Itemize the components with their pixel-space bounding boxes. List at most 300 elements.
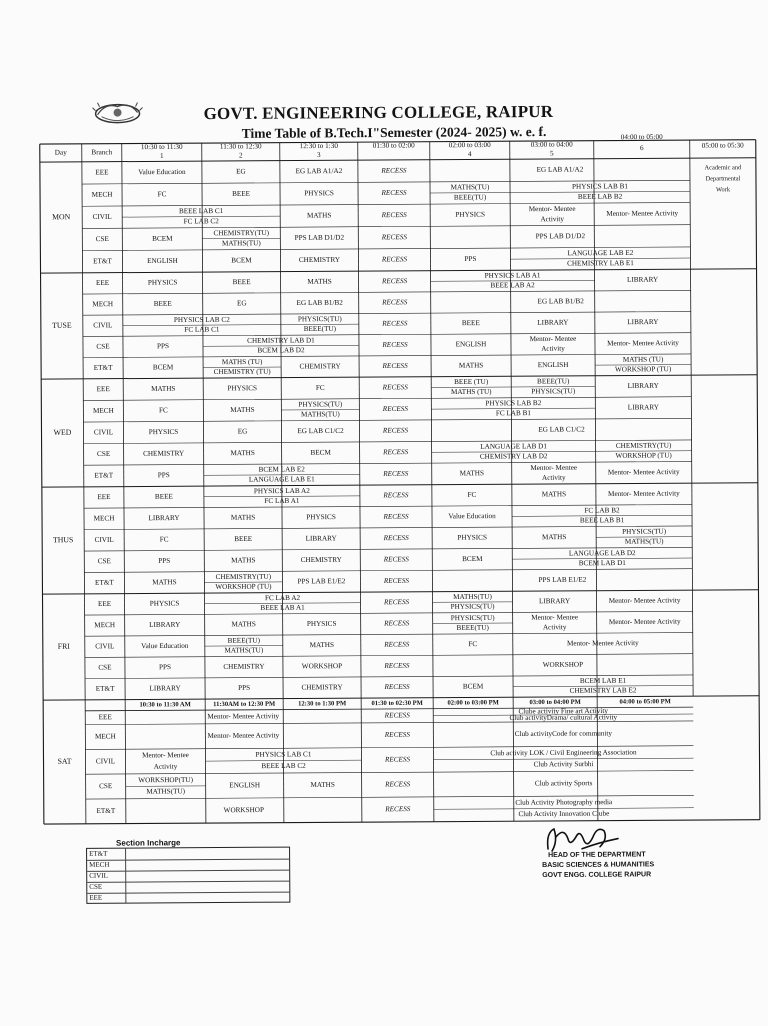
branch-label: ET&T [95, 579, 114, 587]
period-number: 4 [468, 150, 472, 158]
timetable-cell: ENGLISH [456, 340, 487, 348]
column-header-day: Day [55, 149, 67, 157]
recess-cell: RECESS [382, 362, 409, 370]
timetable-cell: BEEE [232, 190, 251, 198]
timetable-cell: PPS LAB D1/D2 [295, 234, 345, 242]
timetable-cell: EG LAB A1/A2 [537, 166, 584, 174]
timetable-cell: Mentor- Mentee Activity [207, 731, 279, 739]
recess-cell: RECESS [381, 277, 408, 285]
timetable-cell: WORKSHOP [302, 662, 342, 670]
day-label: TUSE [52, 321, 72, 330]
day-label: THUS [53, 535, 73, 544]
timetable-cell: Activity [542, 474, 566, 482]
timetable-cell: CHEMISTRY [299, 256, 341, 264]
grid-line [84, 462, 692, 466]
timetable-cell: MATHS [310, 641, 334, 649]
period-number: 2 [239, 152, 243, 160]
grid-line [44, 820, 760, 824]
period-number: 5 [550, 150, 554, 158]
timetable-cell: CHEMISTRY(TU) [216, 573, 272, 581]
timetable-cell: BEEE(TU) [537, 377, 570, 385]
timetable-cell: LANGUAGE LAB E2 [567, 249, 633, 257]
branch-label: ET&T [94, 364, 113, 372]
timetable-cell: BCEM [152, 235, 173, 243]
timetable-cell: LANGUAGE LAB E1 [249, 475, 315, 483]
recess-cell: RECESS [382, 405, 409, 413]
timetable-cell: MATHS [231, 514, 255, 522]
timetable-cell: Mentor- Mentee [530, 335, 577, 343]
timetable-cell: Mentor- Mentee Activity [608, 490, 680, 498]
time-slot-header: 10:30 to 11:30 [141, 143, 183, 151]
grid-line [202, 143, 206, 823]
timetable-cell: FC LAB A1 [264, 497, 300, 505]
timetable-cell: MATHS [459, 361, 483, 369]
incharge-divider [125, 882, 126, 893]
timetable-cell: BEEE [234, 535, 253, 543]
timetable-cell: CHEMISTRY [143, 449, 185, 457]
timetable-cell: PHYSICS(TU) [622, 528, 667, 536]
timetable-cell: CHEMISTRY LAB D1 [247, 336, 315, 344]
grid-line [83, 418, 691, 422]
branch-label: CSE [98, 664, 112, 672]
timetable-cell: PHYSICS [148, 279, 178, 287]
incharge-divider [125, 893, 126, 904]
branch-label: EEE [96, 279, 110, 287]
timetable-cell: PHYSICS [304, 189, 334, 197]
recess-cell: RECESS [381, 320, 408, 328]
timetable-cell: MATHS [231, 620, 255, 628]
timetable-cell: MATHS [310, 781, 334, 789]
grid-line [85, 654, 693, 658]
timetable-cell: PHYSICS LAB A1 [485, 271, 541, 279]
timetable-cell: Club Activity Innovation Clube [518, 810, 609, 819]
timetable-cell: BEEE LAB A2 [490, 281, 535, 289]
recess-cell: RECESS [381, 255, 408, 263]
branch-label: CIVIL [96, 757, 115, 765]
sat-time-slot: 02:00 to 03:00 PM [447, 699, 499, 706]
timetable-cell: MATHS(TU) [224, 646, 263, 654]
timetable-cell: FC [468, 640, 477, 648]
timetable-cell: LIBRARY [149, 621, 181, 629]
timetable-cell: LIBRARY [628, 403, 660, 411]
timetable-cell: PHYSICS LAB C2 [174, 316, 230, 324]
timetable-cell: MATHS [542, 533, 566, 541]
academic-note: Work [716, 186, 731, 193]
grid-line [82, 144, 86, 824]
sat-time-slot: 12:30 to 1:30 PM [298, 700, 347, 707]
grid-line [82, 203, 690, 207]
grid-line [85, 721, 693, 725]
timetable-cell: MATHS [307, 211, 331, 219]
timetable-cell: ENGLISH [538, 361, 569, 369]
timetable-cell: CHEMISTRY (TU) [214, 368, 272, 376]
branch-label: MECH [94, 514, 115, 522]
recess-cell: RECESS [384, 780, 411, 788]
timetable-cell: ENGLISH [147, 257, 178, 265]
timetable-cell: MATHS [230, 449, 254, 457]
timetable-cell: BCEM [153, 363, 174, 371]
timetable-cell: BCEM LAB E1 [580, 677, 627, 685]
recess-cell: RECESS [383, 534, 410, 542]
timetable-cell: BEEE LAB B2 [578, 193, 623, 201]
timetable-cell: CHEMISTRY LAB E1 [567, 259, 634, 267]
timetable-cell: Mentor- Mentee Activity [609, 596, 681, 604]
timetable-cell: BEEE LAB A1 [260, 604, 305, 612]
timetable-cell: BEEE LAB C1 [179, 207, 224, 215]
branch-label: MECH [95, 732, 116, 740]
timetable-cell: FC [158, 190, 167, 198]
section-incharge-title: Section Incharge [116, 838, 181, 847]
branch-label: EEE [95, 168, 109, 176]
hod-college: GOVT ENGG. COLLEGE RAIPUR [542, 870, 682, 881]
timetable-cell: LIBRARY [149, 684, 181, 692]
timetable-cell: Activity [543, 623, 567, 631]
timetable-cell: MATHS (TU) [451, 388, 492, 396]
timetable-cell: BEEE LAB B1 [580, 516, 625, 524]
incharge-divider [125, 860, 126, 871]
day-label: SAT [58, 757, 72, 766]
timetable-cell: Club activity LOK / Civil Engineering Association [490, 748, 637, 757]
branch-label: CIVIL [93, 213, 112, 221]
timetable-cell: PPS LAB E1/E2 [538, 576, 586, 584]
recess-cell: RECESS [382, 513, 409, 521]
timetable-cell: FC LAB C2 [184, 217, 220, 225]
timetable-cell: MATHS(TU) [146, 787, 185, 795]
timetable-cell: EG [236, 168, 246, 176]
timetable-cell: PHYSICS LAB A2 [254, 487, 310, 495]
timetable-cell: MATHS [230, 406, 254, 414]
timetable-cell: BCEM LAB E2 [259, 465, 306, 473]
timetable-cell: Activity [541, 345, 565, 353]
grid-line [41, 269, 757, 273]
timetable-cell: BCEM [231, 256, 252, 264]
timetable-cell: MATHS(TU) [451, 183, 490, 191]
recess-cell: RECESS [383, 555, 410, 563]
incharge-divider [125, 871, 126, 882]
timetable-cell: MATHS [307, 278, 331, 286]
recess-cell: RECESS [383, 619, 410, 627]
grid-line [40, 158, 756, 162]
recess-cell: RECESS [380, 167, 407, 175]
recess-cell: RECESS [382, 491, 409, 499]
timetable-cell: Mentor- Mentee [530, 464, 577, 472]
branch-label: MECH [92, 191, 113, 199]
timetable-cell: MATHS [152, 578, 176, 586]
timetable-cell: PPS LAB D1/D2 [536, 232, 586, 240]
grid-line [756, 140, 760, 820]
timetable-cell: CHEMISTRY [300, 362, 342, 370]
timetable-cell: BEEE (TU) [454, 378, 489, 386]
timetable-cell: LIBRARY [306, 534, 338, 542]
grid-line [82, 225, 690, 229]
time-slot-header: 03:00 to 04:00 [531, 140, 573, 148]
grid-line [84, 440, 692, 444]
timetable-cell: BECM [310, 449, 331, 457]
grid-line [83, 312, 691, 316]
timetable-cell: WORKSHOP (TU) [616, 451, 673, 459]
grid-line [122, 144, 126, 824]
timetable-cell: PHYSICS(TU) [531, 387, 576, 395]
timetable-cell: FC [316, 384, 325, 392]
timetable-cell: Mentor- Mentee Activity [607, 339, 679, 347]
timetable-cell: CHEMISTRY [301, 683, 343, 691]
grid-line [42, 590, 758, 594]
timetable-cell: CHEMISTRY [301, 556, 343, 564]
branch-label: CSE [96, 235, 110, 243]
timetable-cell: PHYSICS [455, 211, 485, 219]
recess-cell: RECESS [384, 755, 411, 763]
timetable-cell: Club Activity Surbhi [534, 760, 594, 768]
incharge-branch: MECH [89, 861, 109, 869]
timetable-title: Time Table of B.Tech.I"Semester (2024- 2025) w. e. f. [242, 123, 702, 142]
timetable-cell: Mentor- Mentee [529, 205, 576, 213]
grid-line [83, 290, 691, 294]
grid-line [358, 142, 362, 822]
grid-line [40, 144, 44, 824]
branch-label: CSE [96, 343, 110, 351]
timetable-cell: FC LAB B2 [584, 506, 620, 514]
timetable-cell: PHYSICS [227, 384, 257, 392]
timetable-cell: CHEMISTRY LAB E2 [570, 686, 637, 694]
timetable-cell: MATHS(TU) [625, 537, 664, 545]
period-number: 6 [640, 144, 644, 152]
grid-line [83, 354, 691, 358]
branch-label: CIVIL [93, 321, 112, 329]
timetable-cell: Activity [154, 763, 178, 771]
timetable-cell: BEEE(TU) [454, 193, 487, 201]
recess-cell: RECESS [383, 662, 410, 670]
timetable-cell: LANGUAGE LAB D2 [569, 549, 636, 557]
timetable-cell: PHYSICS(TU) [451, 614, 496, 622]
timetable-cell: FC [467, 491, 476, 499]
sat-time-slot: 04:00 to 05:00 PM [619, 698, 671, 705]
timetable-cell: PHYSICS [457, 534, 487, 542]
grid-line [42, 483, 758, 487]
timetable-cell: BEEE(TU) [228, 637, 261, 645]
timetable-cell: WORKSHOP [543, 661, 583, 669]
period-number: 3 [317, 151, 321, 159]
timetable-cell: MATHS(TU) [301, 410, 340, 418]
branch-label: MECH [94, 621, 115, 629]
timetable-cell: PPS [159, 663, 171, 671]
grid-line [85, 633, 693, 637]
timetable-cell: BEEE(TU) [457, 624, 490, 632]
timetable-cell: CHEMISTRY LAB D2 [480, 452, 548, 460]
timetable-cell: PPS [157, 342, 169, 350]
sat-time-slot: 10:30 to 11:30 AM [139, 701, 191, 708]
timetable-cell: BEEE [155, 493, 174, 501]
branch-label: EEE [98, 600, 112, 608]
timetable-cell: EG LAB C1/C2 [538, 425, 585, 433]
branch-label: CSE [98, 557, 112, 565]
timetable-cell: FC LAB B1 [496, 409, 532, 417]
sat-time-slot: 11:30AM to 12:30 PM [213, 701, 276, 708]
timetable-cell: Mentor- Mentee Activity [609, 618, 681, 626]
timetable-cell: MATHS(TU) [453, 593, 492, 601]
timetable-cell: BCEM LAB D2 [257, 346, 305, 354]
grid-line [83, 333, 691, 337]
time-slot-header: 05:00 to 05:30 [702, 141, 744, 149]
timetable-cell: MATHS [542, 490, 566, 498]
timetable-cell: PHYSICS [307, 620, 337, 628]
timetable-cell: LIBRARY [539, 597, 571, 605]
timetable-cell: PHYSICS(TU) [298, 315, 343, 323]
recess-cell: RECESS [383, 577, 410, 585]
timetable-cell: LIBRARY [148, 514, 180, 522]
recess-cell: RECESS [382, 470, 409, 478]
incharge-divider [125, 849, 126, 860]
timetable-cell: LIBRARY [627, 276, 659, 284]
timetable-cell: BCEM [462, 555, 483, 563]
timetable-cell: ENGLISH [229, 781, 260, 789]
timetable-cell: LIBRARY [628, 382, 660, 390]
timetable-cell: FC [159, 406, 168, 414]
timetable-cell: PPS [464, 255, 476, 263]
timetable-cell: WORKSHOP (TU) [215, 583, 272, 591]
timetable-cell: EG LAB A1/A2 [296, 167, 343, 175]
timetable-cell: CHEMISTRY [223, 663, 265, 671]
recess-cell: RECESS [381, 211, 408, 219]
timetable-cell: FC LAB A2 [265, 594, 301, 602]
hod-department: BASIC SCIENCES & HUMANITIES [542, 860, 682, 871]
branch-label: CIVIL [94, 428, 113, 436]
incharge-branch: ET&T [89, 850, 107, 858]
grid-line [41, 375, 757, 379]
academic-note: Departmental [706, 175, 741, 182]
timetable-cell: PHYSICS LAB B1 [572, 182, 628, 190]
day-label: MON [52, 212, 71, 221]
timetable-cell: Clube activity Fine art Activity [518, 707, 608, 716]
timetable-cell: Mentor- Mentee Activity [608, 468, 680, 476]
timetable-cell: Mentor- Mentee Activity [567, 639, 639, 647]
branch-label: CIVIL [95, 536, 114, 544]
recess-cell: RECESS [383, 683, 410, 691]
branch-label: EEE [97, 385, 111, 393]
incharge-branch: CSE [89, 883, 102, 891]
branch-label: ET&T [96, 685, 115, 693]
grid-line [430, 142, 434, 822]
timetable-cell: PHYSICS LAB B2 [485, 399, 541, 407]
timetable-cell: Mentor- Mentee Activity [207, 712, 279, 720]
branch-label: MECH [92, 300, 113, 308]
branch-label: CSE [99, 782, 113, 790]
hod-signature-block [542, 850, 682, 881]
timetable-cell: Club activityDrama/ cultural Activity [509, 713, 617, 722]
timetable-cell: Club activity Sports [535, 779, 593, 787]
timetable-cell: PPS LAB E1/E2 [297, 577, 345, 585]
timetable-cell: BCEM [463, 682, 484, 690]
timetable-cell: Mentor- Mentee [531, 613, 578, 621]
recess-cell: RECESS [383, 598, 410, 606]
college-name: GOVT. ENGINEERING COLLEGE, RAIPUR [204, 102, 624, 125]
timetable-cell: FC [160, 535, 169, 543]
branch-label: EEE [99, 713, 113, 721]
timetable-cell: PHYSICS(TU) [451, 602, 496, 610]
period-number: 1 [160, 152, 164, 160]
sat-time-slot: 01:30 to 02:30 PM [371, 700, 423, 707]
recess-cell: RECESS [381, 341, 408, 349]
day-label: FRI [58, 642, 71, 651]
academic-note: Academic and [705, 164, 743, 171]
sat-time-slot: 03:00 to 04:00 PM [529, 699, 581, 706]
recess-cell: RECESS [384, 731, 411, 739]
timetable-cell: Value Education [138, 168, 186, 176]
timetable-cell: Value Education [141, 642, 189, 650]
timetable-cell: MATHS [460, 469, 484, 477]
day-label: WED [54, 428, 72, 437]
timetable-cell: PHYSICS [150, 600, 180, 608]
branch-label: ET&T [93, 257, 112, 265]
timetable-cell: BEEE [233, 278, 252, 286]
timetable-cell: MATHS [231, 556, 255, 564]
timetable-cell: PPS [158, 557, 170, 565]
grid-line [86, 771, 694, 775]
time-slot-header: 01:30 to 02:00 [373, 141, 415, 149]
timetable-cell: Club activityCode for community [515, 729, 613, 738]
recess-cell: RECESS [383, 641, 410, 649]
time-slot-header: 12:30 to 1:30 [300, 142, 339, 150]
grid-line [84, 569, 692, 573]
timetable-cell: CHEMISTRY(TU) [616, 442, 672, 450]
timetable-cell: FC LAB C1 [184, 326, 220, 334]
timetable-cell: LIBRARY [627, 318, 659, 326]
recess-cell: RECESS [380, 189, 407, 197]
timetable-cell: WORKSHOP [224, 806, 264, 814]
recess-cell: RECESS [381, 298, 408, 306]
timetable-cell: Activity [540, 215, 564, 223]
timetable-cell: LIBRARY [537, 319, 569, 327]
branch-label: EEE [97, 493, 111, 501]
grid-line [84, 526, 692, 530]
timetable-cell: MATHS (TU) [623, 355, 664, 363]
timetable-cell: WORKSHOP (TU) [615, 365, 672, 373]
timetable-cell: Value Education [448, 512, 496, 520]
recess-cell: RECESS [384, 711, 411, 719]
timetable-cell: BEEE [462, 319, 481, 327]
timetable-cell: BEEE(TU) [304, 325, 337, 333]
timetable-cell: PPS [238, 684, 250, 692]
grid-line [83, 397, 691, 401]
timetable-cell: BCEM LAB D1 [579, 559, 627, 567]
timetable-cell: EG LAB B1/B2 [538, 297, 585, 305]
timetable-cell: Mentor- Mentee [142, 751, 189, 759]
column-header-branch: Branch [91, 148, 112, 156]
recess-cell: RECESS [382, 448, 409, 456]
time-slot-header: 02:00 to 03:00 [449, 141, 491, 149]
section-incharge-table [86, 847, 290, 904]
timetable-cell: PHYSICS(TU) [298, 400, 343, 408]
incharge-branch: EEE [89, 894, 102, 902]
branch-label: CSE [97, 450, 111, 458]
branch-label: ET&T [94, 472, 113, 480]
incharge-branch: CIVIL [89, 872, 108, 880]
timetable-cell: Mentor- Mentee Activity [606, 209, 678, 217]
incharge-row [87, 892, 289, 904]
timetable-cell: BEEE [154, 300, 173, 308]
timetable-cell: LANGUAGE LAB D1 [480, 442, 547, 450]
timetable-cell: EG LAB C1/C2 [297, 427, 344, 435]
grid-line [85, 611, 693, 615]
recess-cell: RECESS [382, 383, 409, 391]
timetable-cell: EG [238, 427, 248, 435]
timetable-cell: MATHS [151, 385, 175, 393]
timetable-cell: PHYSICS LAB C1 [255, 750, 311, 758]
branch-label: CIVIL [95, 642, 114, 650]
recess-cell: RECESS [382, 427, 409, 435]
timetable-cell: EG LAB B1/B2 [297, 299, 344, 307]
timetable-cell: EG [237, 299, 247, 307]
timetable-cell: PPS [158, 471, 170, 479]
